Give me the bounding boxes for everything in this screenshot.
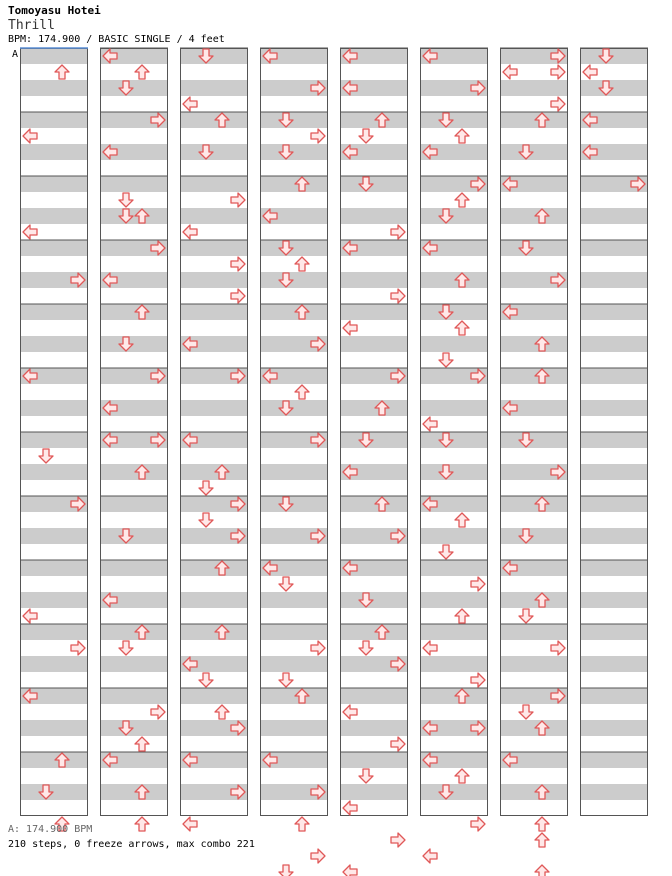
up-arrow-icon (455, 129, 469, 143)
left-arrow-icon (23, 225, 37, 239)
measure-band (420, 656, 488, 672)
measure-band (100, 624, 168, 640)
measure-band (180, 240, 248, 256)
measure-band (100, 656, 168, 672)
measure-band (340, 496, 408, 512)
left-arrow-icon (23, 129, 37, 143)
right-arrow-icon (311, 129, 325, 143)
measure-band (100, 80, 168, 96)
up-arrow-icon (215, 705, 229, 719)
measure-band (180, 592, 248, 608)
down-arrow-icon (519, 609, 533, 623)
song-title: Thrill (8, 18, 55, 33)
chart-column (420, 48, 488, 863)
measure-band (580, 528, 648, 544)
measure-band (340, 272, 408, 288)
measure-band (100, 720, 168, 736)
up-arrow-icon (135, 737, 149, 751)
measure-band (500, 144, 568, 160)
left-arrow-icon (423, 417, 437, 431)
right-arrow-icon (231, 193, 245, 207)
measure-band (100, 496, 168, 512)
down-arrow-icon (199, 513, 213, 527)
measure-band (100, 208, 168, 224)
measure-band (180, 688, 248, 704)
measure-band (20, 112, 88, 128)
right-arrow-icon (551, 97, 565, 111)
measure-band (420, 688, 488, 704)
measure-band (100, 688, 168, 704)
measure-band (340, 304, 408, 320)
up-arrow-icon (295, 257, 309, 271)
measure-band (260, 400, 328, 416)
measure-band (500, 720, 568, 736)
measure-band (580, 496, 648, 512)
measure-band (100, 304, 168, 320)
up-arrow-icon (535, 833, 549, 847)
measure-band (580, 592, 648, 608)
measure-band (420, 624, 488, 640)
left-arrow-icon (183, 817, 197, 831)
up-arrow-icon (455, 193, 469, 207)
measure-band (420, 528, 488, 544)
measure-band (580, 400, 648, 416)
measure-band (180, 624, 248, 640)
measure-band (580, 752, 648, 768)
up-arrow-icon (295, 817, 309, 831)
measure-band (340, 400, 408, 416)
left-arrow-icon (23, 609, 37, 623)
bpm-summary: A: 174.900 BPM (8, 824, 93, 835)
down-arrow-icon (279, 673, 293, 687)
down-arrow-icon (39, 449, 53, 463)
measure-band (580, 80, 648, 96)
measure-band (20, 432, 88, 448)
measure-band (580, 688, 648, 704)
measure-band (180, 272, 248, 288)
measure-band (100, 336, 168, 352)
up-arrow-icon (535, 865, 549, 876)
measure-band (500, 112, 568, 128)
chart-info: BPM: 174.900 / BASIC SINGLE / 4 feet (8, 34, 225, 45)
measure-band (500, 528, 568, 544)
measure-band (260, 176, 328, 192)
measure-band (100, 784, 168, 800)
measure-band (500, 368, 568, 384)
measure-band (20, 144, 88, 160)
right-arrow-icon (471, 577, 485, 591)
chart-column (260, 48, 328, 876)
left-arrow-icon (583, 65, 597, 79)
measure-band (260, 624, 328, 640)
measure-band (180, 304, 248, 320)
down-arrow-icon (359, 129, 373, 143)
measure-band (500, 432, 568, 448)
measure-band (340, 432, 408, 448)
right-arrow-icon (311, 641, 325, 655)
right-arrow-icon (391, 737, 405, 751)
measure-band (340, 784, 408, 800)
measure-band (500, 656, 568, 672)
measure-band (100, 560, 168, 576)
down-arrow-icon (119, 641, 133, 655)
measure-band (420, 464, 488, 480)
measure-band (580, 48, 648, 64)
measure-band (340, 624, 408, 640)
measure-band (340, 176, 408, 192)
right-arrow-icon (151, 705, 165, 719)
down-arrow-icon (359, 641, 373, 655)
up-arrow-icon (135, 65, 149, 79)
measure-band (340, 208, 408, 224)
measure-band (260, 592, 328, 608)
measure-band (340, 720, 408, 736)
measure-band (260, 112, 328, 128)
measure-band (20, 336, 88, 352)
left-arrow-icon (183, 97, 197, 111)
measure-band (20, 560, 88, 576)
measure-band (500, 624, 568, 640)
measure-band (20, 208, 88, 224)
measure-band (580, 432, 648, 448)
bpm-marker-label: A (12, 49, 19, 60)
measure-band (420, 272, 488, 288)
measure-band (100, 528, 168, 544)
measure-band (100, 176, 168, 192)
up-arrow-icon (455, 769, 469, 783)
chart-column (580, 48, 648, 816)
right-arrow-icon (551, 641, 565, 655)
right-arrow-icon (311, 849, 325, 863)
measure-band (260, 496, 328, 512)
measure-band (180, 80, 248, 96)
measure-band (580, 720, 648, 736)
measure-band (180, 112, 248, 128)
right-arrow-icon (471, 817, 485, 831)
measure-band (580, 784, 648, 800)
up-arrow-icon (135, 817, 149, 831)
measure-band (580, 624, 648, 640)
measure-band (580, 656, 648, 672)
measure-band (20, 48, 88, 64)
measure-band (20, 624, 88, 640)
up-arrow-icon (55, 65, 69, 79)
measure-band (260, 240, 328, 256)
measure-band (580, 368, 648, 384)
left-arrow-icon (343, 705, 357, 719)
measure-band (580, 304, 648, 320)
measure-band (420, 592, 488, 608)
measure-band (420, 784, 488, 800)
up-arrow-icon (535, 817, 549, 831)
measure-band (180, 400, 248, 416)
artist-name: Tomoyasu Hotei (8, 4, 101, 17)
chart-column (340, 48, 408, 876)
measure-band (20, 656, 88, 672)
right-arrow-icon (391, 833, 405, 847)
right-arrow-icon (391, 225, 405, 239)
measure-band (260, 656, 328, 672)
measure-band (20, 752, 88, 768)
chart-column (20, 48, 88, 876)
down-arrow-icon (279, 577, 293, 591)
right-arrow-icon (231, 257, 245, 271)
measure-band (20, 784, 88, 800)
down-arrow-icon (279, 865, 293, 876)
chart-column (500, 48, 568, 876)
measure-band (420, 304, 488, 320)
right-arrow-icon (551, 65, 565, 79)
measure-band (20, 400, 88, 416)
left-arrow-icon (343, 321, 357, 335)
left-arrow-icon (343, 801, 357, 815)
measure-band (580, 272, 648, 288)
measure-band (500, 208, 568, 224)
measure-band (580, 208, 648, 224)
measure-band (420, 560, 488, 576)
measure-band (340, 752, 408, 768)
measure-band (580, 240, 648, 256)
measure-band (180, 560, 248, 576)
measure-band (500, 240, 568, 256)
measure-band (20, 304, 88, 320)
measure-band (500, 592, 568, 608)
measure-band (20, 592, 88, 608)
right-arrow-icon (391, 289, 405, 303)
down-arrow-icon (199, 481, 213, 495)
up-arrow-icon (295, 385, 309, 399)
up-arrow-icon (455, 609, 469, 623)
chart-column (180, 48, 248, 876)
measure-band (420, 336, 488, 352)
measure-band (20, 720, 88, 736)
up-arrow-icon (455, 321, 469, 335)
measure-band (420, 432, 488, 448)
left-arrow-icon (343, 865, 357, 876)
measure-band (340, 112, 408, 128)
measure-band (420, 208, 488, 224)
measure-band (20, 176, 88, 192)
measure-band (180, 144, 248, 160)
chart-column (100, 48, 168, 876)
measure-band (180, 176, 248, 192)
measure-band (260, 144, 328, 160)
down-arrow-icon (439, 545, 453, 559)
measure-band (420, 400, 488, 416)
measure-band (340, 336, 408, 352)
measure-band (20, 240, 88, 256)
step-stats: 210 steps, 0 freeze arrows, max combo 221 (8, 839, 255, 850)
measure-band (180, 48, 248, 64)
measure-band (500, 80, 568, 96)
measure-band (580, 560, 648, 576)
down-arrow-icon (199, 673, 213, 687)
down-arrow-icon (439, 353, 453, 367)
measure-band (340, 688, 408, 704)
measure-band (260, 464, 328, 480)
down-arrow-icon (119, 193, 133, 207)
right-arrow-icon (231, 289, 245, 303)
measure-band (100, 464, 168, 480)
measure-band (340, 592, 408, 608)
measure-band (500, 784, 568, 800)
down-arrow-icon (359, 769, 373, 783)
measure-band (20, 80, 88, 96)
left-arrow-icon (503, 65, 517, 79)
measure-band (20, 528, 88, 544)
up-arrow-icon (455, 513, 469, 527)
measure-band (260, 720, 328, 736)
left-arrow-icon (423, 849, 437, 863)
right-arrow-icon (71, 641, 85, 655)
down-arrow-icon (519, 705, 533, 719)
left-arrow-icon (183, 225, 197, 239)
measure-band (580, 336, 648, 352)
measure-band (260, 304, 328, 320)
measure-band (180, 464, 248, 480)
measure-band (260, 272, 328, 288)
measure-band (580, 464, 648, 480)
measure-band (500, 496, 568, 512)
measure-band (420, 112, 488, 128)
left-arrow-icon (423, 641, 437, 655)
measure-band (260, 688, 328, 704)
measure-band (20, 464, 88, 480)
measure-band (500, 336, 568, 352)
right-arrow-icon (471, 673, 485, 687)
measure-band (180, 208, 248, 224)
